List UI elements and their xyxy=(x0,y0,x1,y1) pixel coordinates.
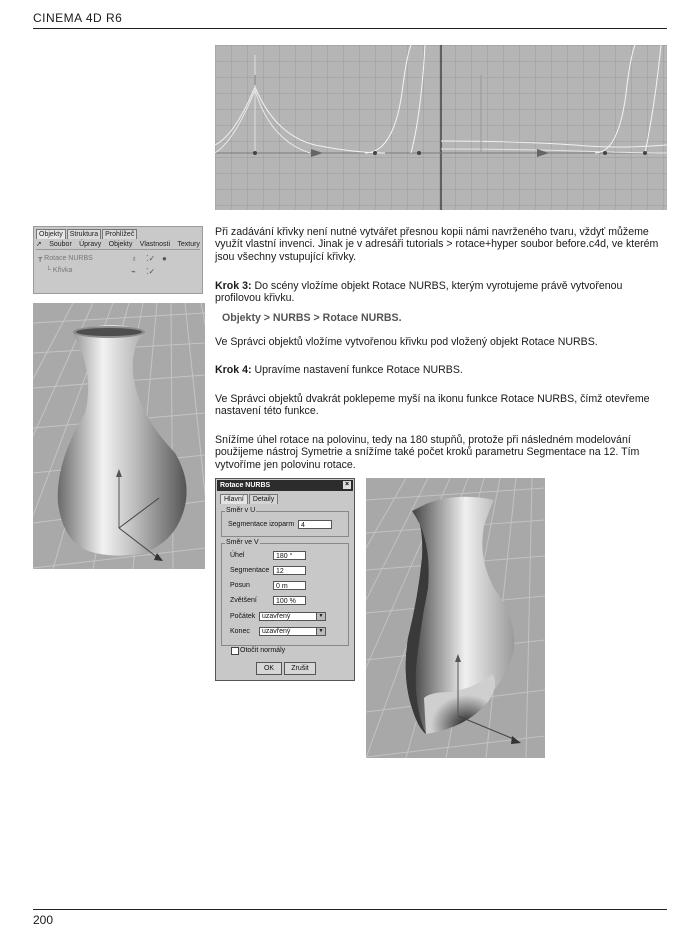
rotace-nurbs-dialog xyxy=(215,478,355,681)
dialog-titlebar[interactable] xyxy=(217,480,353,491)
group-smer-v-label: Směr ve V xyxy=(226,539,259,546)
pocatek-select[interactable] xyxy=(259,612,326,621)
menu-textury[interactable]: Textury xyxy=(177,240,200,248)
object-item-label: Křivka xyxy=(52,267,73,274)
page-number: 200 xyxy=(33,913,54,927)
vase-render-image xyxy=(33,303,205,569)
tab-hlavni[interactable]: Hlavní xyxy=(220,494,248,504)
posun-field[interactable]: 0 m xyxy=(273,581,306,590)
material-icon: ● xyxy=(162,254,167,263)
tree-connector-icon: └ xyxy=(46,267,51,274)
chevron-down-icon[interactable]: ▼ xyxy=(316,613,325,620)
segmentace-izoparm-label: Segmentace izoparm xyxy=(228,521,295,528)
check-icon[interactable]: ⁚✓ xyxy=(146,254,156,263)
close-icon[interactable]: × xyxy=(344,481,350,488)
menu-vlastnosti[interactable]: Vlastnosti xyxy=(139,240,171,248)
otocit-normaly-checkbox[interactable] xyxy=(231,647,239,655)
running-header: CINEMA 4D R6 xyxy=(33,11,123,25)
check-icon[interactable]: ⁚✓ xyxy=(146,267,156,276)
tab-struktura[interactable]: Struktura xyxy=(67,229,101,239)
object-item-krivka[interactable] xyxy=(46,266,72,276)
paragraph-step3 xyxy=(215,280,667,305)
segmentace-field[interactable]: 12 xyxy=(273,566,306,575)
tab-objekty[interactable]: Objekty xyxy=(36,229,66,239)
half-vase-render-image xyxy=(366,478,545,758)
tree-connector-icon: ┲ xyxy=(38,255,43,262)
step3-text: Do scény vložíme objekt Rotace NURBS, kterým vyrotujeme právě vytvořenou profilovou křivku. xyxy=(215,280,623,305)
konec-select[interactable] xyxy=(259,627,326,636)
pocatek-value: uzavřený xyxy=(262,613,291,620)
object-manager-panel xyxy=(33,226,203,294)
otocit-normaly-label: Otočit normály xyxy=(240,647,286,654)
step3-label: Krok 3: xyxy=(215,280,252,292)
paragraph-step4 xyxy=(215,364,667,376)
chevron-down-icon[interactable]: ▼ xyxy=(316,628,325,635)
paragraph-intro: Při zadávání křivky není nutné vytvářet přesnou kopii námi navrženého tvaru, vždyť můžeme využít vlastní invenci. Jinak je v adresáři tutorials > rotace+hyper soubor before.c4d, ve kterém jsou všechny vstupující křivky. xyxy=(215,226,659,263)
konec-value: uzavřený xyxy=(262,628,291,635)
cancel-button[interactable]: Zrušit xyxy=(284,662,316,675)
paragraph-doubleclick: Ve Správci objektů dvakrát poklepeme myší na ikonu funkce Rotace NURBS, čímž otevřeme nastavení této funkce. xyxy=(215,393,650,418)
menu-soubor[interactable]: Soubor xyxy=(49,240,72,248)
segmentace-label: Segmentace xyxy=(230,567,270,574)
object-item-label: Rotace NURBS xyxy=(44,255,93,262)
paragraph-rotation: Snížíme úhel rotace na polovinu, tedy na 180 stupňů, protože při následném modelování použijeme nástroj Symetrie a snížíme také počet kroků parametru Segmentace na 12. Tím vytvoříme jen polovinu rotace. xyxy=(215,434,640,471)
step4-text: Upravíme nastavení funkce Rotace NURBS. xyxy=(251,364,463,376)
pointer-icon[interactable]: ➚ xyxy=(36,241,42,248)
posun-label: Posun xyxy=(230,582,250,589)
nurbs-icon: ♁ xyxy=(131,254,137,263)
menu-path: Objekty > NURBS > Rotace NURBS. xyxy=(222,312,402,324)
uhel-label: Úhel xyxy=(230,552,245,559)
segmentace-izoparm-field[interactable]: 4 xyxy=(298,520,332,529)
uhel-field[interactable]: 180 ° xyxy=(273,551,306,560)
tab-detaily[interactable]: Detaily xyxy=(249,494,278,504)
object-manager-menubar xyxy=(36,239,200,250)
zvetseni-field[interactable]: 100 % xyxy=(273,596,306,605)
object-item-rotace-nurbs[interactable] xyxy=(38,254,93,264)
paragraph-objects: Ve Správci objektů vložíme vytvořenou křivku pod vložený objekt Rotace NURBS. xyxy=(215,336,598,348)
footer-rule xyxy=(33,909,667,910)
tab-prohlizec[interactable]: Prohlížeč xyxy=(102,229,137,239)
header-rule xyxy=(33,28,667,29)
konec-label: Konec xyxy=(230,628,250,635)
group-smer-u-label: Směr v U xyxy=(226,507,256,514)
menu-objekty[interactable]: Objekty xyxy=(108,240,133,248)
curve-viewport-image xyxy=(215,45,667,210)
ok-button[interactable]: OK xyxy=(256,662,282,675)
pocatek-label: Počátek xyxy=(230,613,256,620)
dialog-title: Rotace NURBS xyxy=(220,482,271,489)
step4-label: Krok 4: xyxy=(215,364,252,376)
menu-upravy[interactable]: Úpravy xyxy=(79,240,102,248)
zvetseni-label: Zvětšení xyxy=(230,597,257,604)
spline-icon: ⌁ xyxy=(131,267,136,276)
